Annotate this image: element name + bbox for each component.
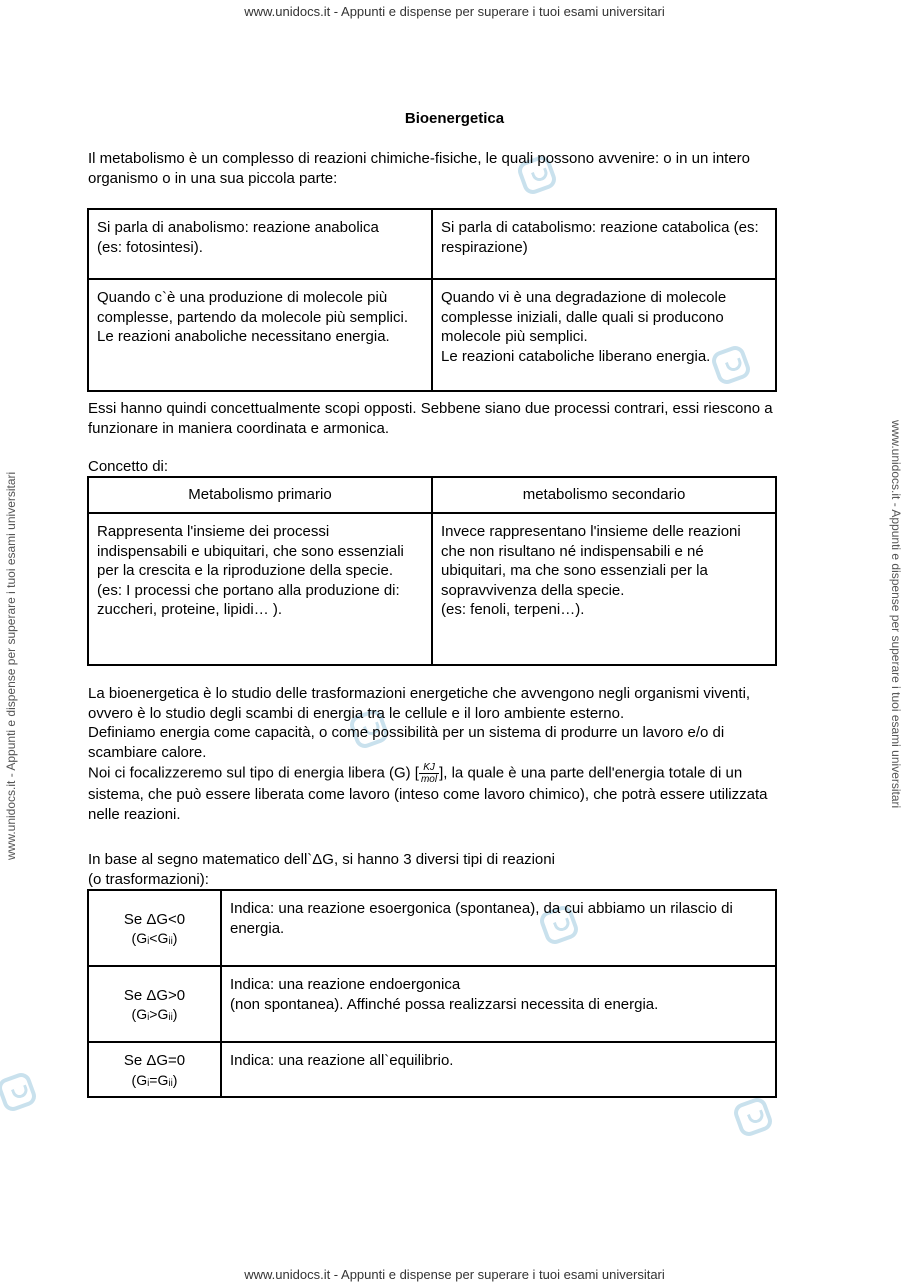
- cell-text: Quando vi è una degradazione di molecole complesse iniziali, dalle quali si producono molecole più semplici.: [441, 289, 727, 345]
- condition-text: Se ΔG>0: [123, 986, 186, 1004]
- paragraph-text: ], la quale è una parte dell'energia totale di un sistema, che può essere liberata come lavoro (inteso come lavoro chimico), che potrà essere utilizzata nelle reazioni.: [88, 764, 768, 823]
- table-row: [88, 513, 776, 665]
- intro-text: Il metabolismo è un complesso di reazioni chimiche-fisiche, le quali possono avvenire: o in un intero organismo o in una sua piccola parte:: [88, 150, 751, 187]
- table-row: [88, 966, 776, 1042]
- after-table-paragraph: [88, 399, 788, 438]
- delta-g-table: [87, 889, 777, 1098]
- description-text: Indica: una reazione esoergonica (spontanea), da cui abbiamo un rilascio di energia.: [230, 900, 733, 937]
- delta-g-intro: [88, 850, 788, 889]
- description-text: Indica: una reazione all`equilibrio.: [230, 1052, 454, 1069]
- table-row: [88, 279, 776, 391]
- metabolism-types-table: [87, 476, 777, 666]
- table-row: [88, 890, 776, 966]
- description-text: (non spontanea). Affinché possa realizzarsi necessita di energia.: [230, 995, 659, 1013]
- description-cell: [221, 966, 776, 1042]
- page-title: Bioenergetica: [404, 110, 505, 127]
- cell-text: Quando c`è una produzione di molecole più complesse, partendo da molecole più semplici.: [97, 289, 408, 326]
- condition-subtext: (Gᵢ=Gᵢᵢ): [131, 1071, 178, 1088]
- intro-paragraph: [88, 149, 788, 188]
- paragraph-text: Concetto di:: [88, 458, 169, 475]
- concetto-label: [88, 457, 788, 477]
- table-cell: [432, 513, 776, 665]
- condition-text: Se ΔG<0: [123, 910, 186, 928]
- table-row: [88, 209, 776, 279]
- watermark-side-left: www.unidocs.it - Appunti e dispense per superare i tuoi esami universitari: [4, 471, 18, 860]
- column-header: Metabolismo primario: [88, 477, 432, 513]
- table-row: [88, 1042, 776, 1097]
- cell-text: (es: fenoli, terpeni…).: [441, 601, 585, 618]
- table-cell: [88, 513, 432, 665]
- cell-text: Si parla di catabolismo: reazione catabolica (es: respirazione): [441, 219, 759, 256]
- cell-text: Le reazioni cataboliche liberano energia.: [441, 347, 711, 365]
- cell-text: Si parla di anabolismo: reazione anabolica: [97, 219, 379, 236]
- condition-text: Se ΔG=0: [123, 1052, 186, 1069]
- paragraph-text: Definiamo energia come capacità, o come possibilità per un sistema di produrre un lavoro e/o di scambiare calore.: [88, 724, 725, 761]
- description-text: Indica: una reazione endoergonica: [230, 976, 461, 993]
- watermark-footer: www.unidocs.it - Appunti e dispense per superare i tuoi esami universitari: [244, 1267, 665, 1282]
- condition-subtext: (Gᵢ<Gᵢᵢ): [131, 930, 178, 946]
- anabolism-catabolism-table: [87, 208, 777, 392]
- paragraph-text: La bioenergetica è lo studio delle trasformazioni energetiche che avvengono negli organismi viventi, ovvero è lo studio degli scambi di energia tra le cellule e il loro ambiente esterno.: [88, 685, 751, 722]
- description-cell: [221, 1042, 776, 1097]
- cell-text: (es: fotosintesi).: [97, 238, 203, 256]
- free-energy-text: [88, 762, 788, 824]
- table-cell: [88, 209, 432, 279]
- watermark-logo-icon: [731, 1095, 775, 1139]
- condition-subtext: (Gᵢ>Gᵢᵢ): [131, 1006, 178, 1022]
- paragraph-text: In base al segno matematico dell`ΔG, si hanno 3 diversi tipi di reazioni: [88, 851, 555, 868]
- column-header: metabolismo secondario: [432, 477, 776, 513]
- fraction-denominator: mol: [420, 774, 438, 785]
- paragraph-text: Noi ci focalizzeremo sul tipo di energia libera (G) [: [88, 764, 419, 782]
- description-cell: [221, 890, 776, 966]
- condition-cell: [88, 1042, 221, 1097]
- cell-text: Rappresenta l'insieme dei processi indispensabili e ubiquitari, che sono essenziali per la crescita e la riproduzione della specie.: [97, 523, 404, 579]
- table-cell: [432, 209, 776, 279]
- table-cell: [432, 279, 776, 391]
- watermark-header: www.unidocs.it - Appunti e dispense per superare i tuoi esami universitari: [244, 4, 665, 19]
- paragraph-text: (o trasformazioni):: [88, 870, 209, 888]
- watermark-side-right: www.unidocs.it - Appunti e dispense per superare i tuoi esami universitari: [889, 420, 903, 809]
- cell-text: Le reazioni anaboliche necessitano energia.: [97, 328, 390, 345]
- fraction-numerator: KJ: [419, 762, 439, 774]
- unit-fraction: [419, 762, 439, 785]
- watermark-logo-icon: [0, 1070, 39, 1114]
- table-header-row: [88, 477, 776, 513]
- cell-text: Invece rappresentano l'insieme delle reazioni che non risultano né indispensabili e né ubiquitari, ma che sono essenziali per la sopravvivenza della specie.: [441, 523, 741, 599]
- bioenergetics-paragraph: [88, 684, 788, 824]
- cell-text: (es: I processi che portano alla produzione di: zuccheri, proteine, lipidi… ).: [97, 581, 400, 618]
- paragraph-text: Essi hanno quindi concettualmente scopi opposti. Sebbene siano due processi contrari, essi riescono a funzionare in maniera coordinata e armonica.: [88, 400, 773, 437]
- condition-cell: [88, 966, 221, 1042]
- condition-cell: [88, 890, 221, 966]
- table-cell: [88, 279, 432, 391]
